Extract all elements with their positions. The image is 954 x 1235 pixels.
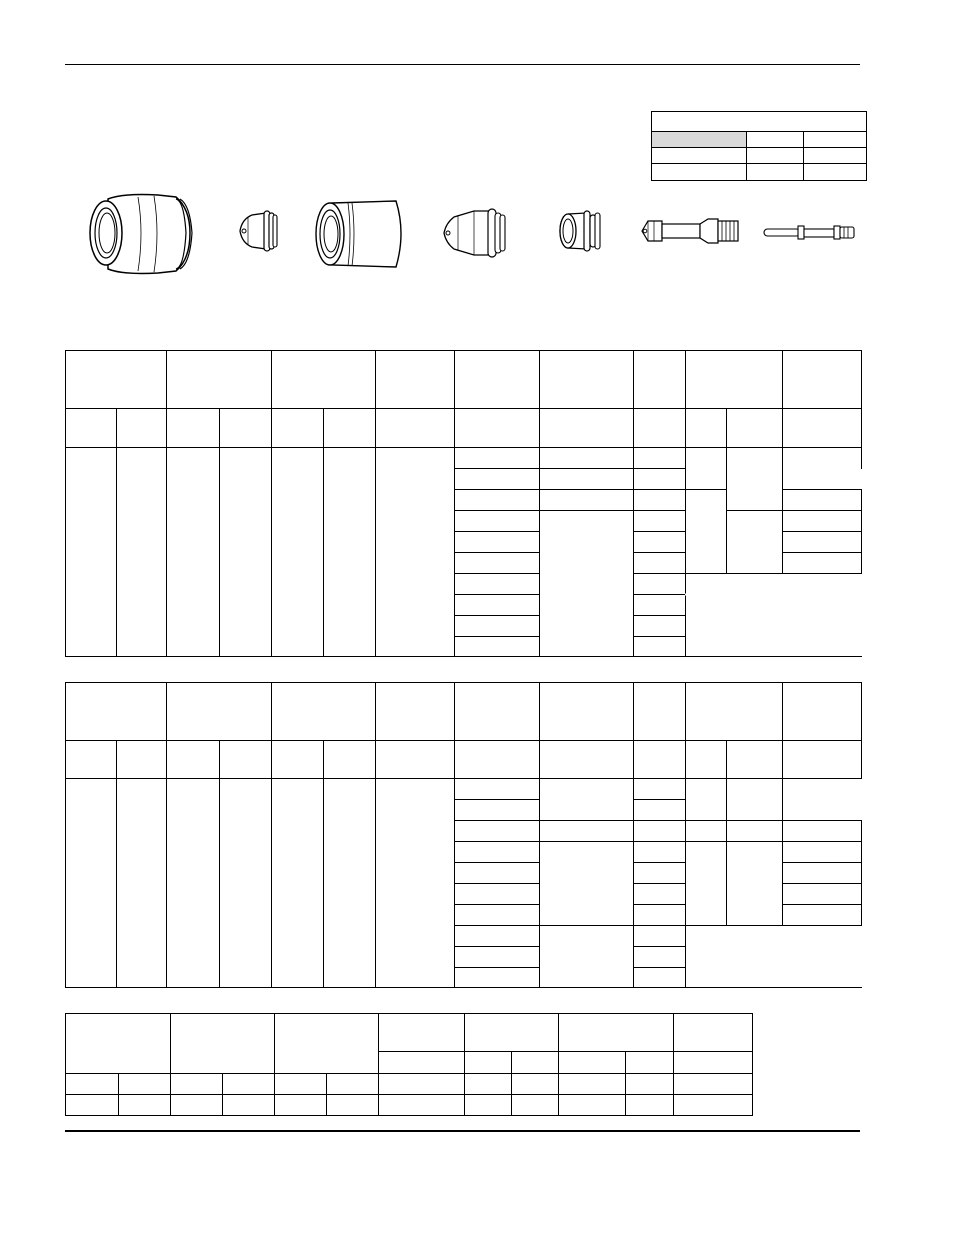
electrode-part — [638, 213, 744, 249]
consumables-table-1-grid — [65, 350, 863, 659]
shield-cap-part — [236, 207, 280, 255]
key-table-header-shade — [652, 131, 746, 147]
header-rule — [65, 64, 860, 65]
retaining-cap-part — [310, 199, 410, 269]
key-table — [651, 111, 867, 181]
consumables-table-2-grid — [65, 682, 863, 990]
consumables-table-3 — [65, 1013, 755, 1117]
parts-illustration-row — [0, 185, 954, 285]
footer-rule — [65, 1130, 860, 1132]
key-table-grid — [651, 111, 868, 182]
consumables-table-2 — [65, 682, 863, 990]
consumables-table-3-grid — [65, 1013, 755, 1117]
water-tube-part — [762, 223, 858, 243]
swirl-ring-part — [556, 209, 602, 253]
nozzle-part — [440, 205, 510, 261]
shield-part — [78, 191, 200, 277]
consumables-table-1 — [65, 350, 863, 659]
